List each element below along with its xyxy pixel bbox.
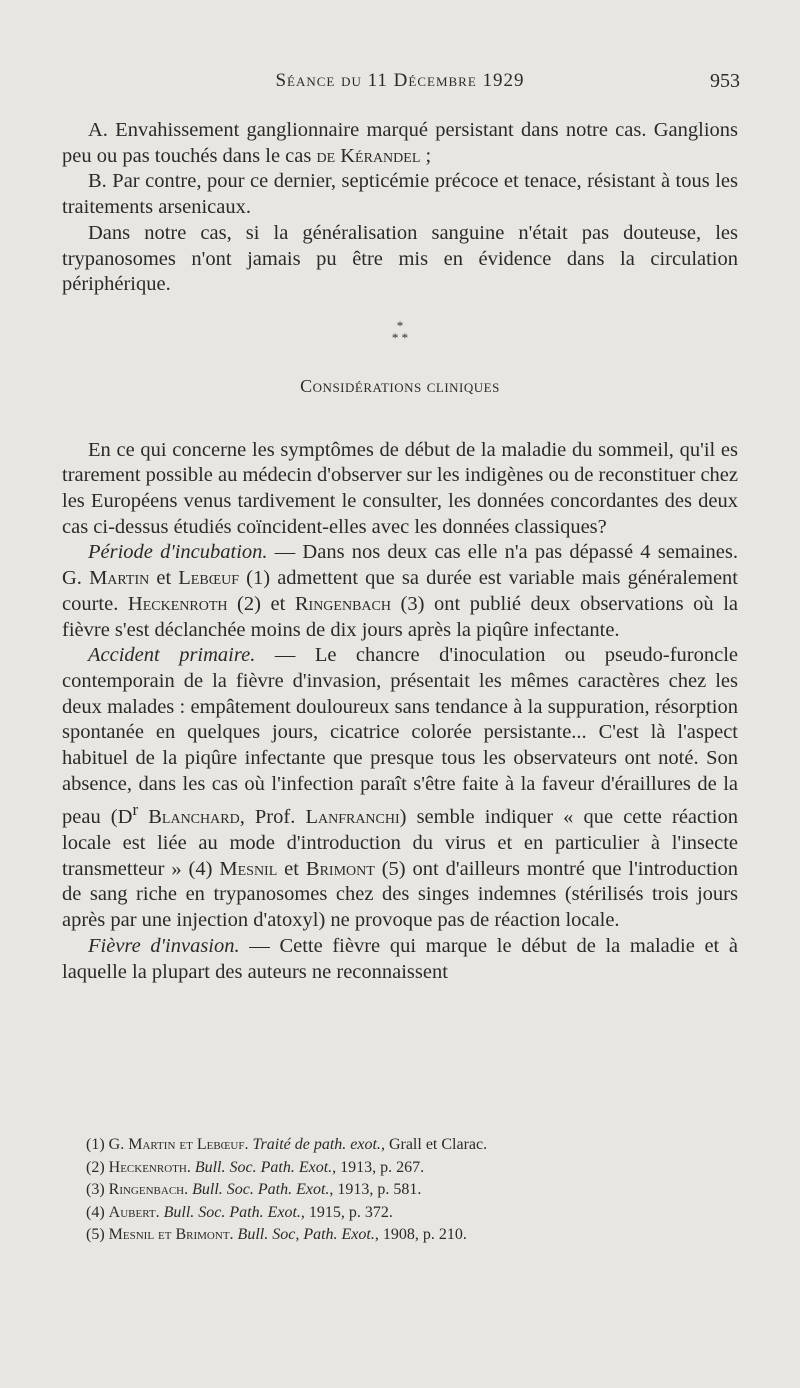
footnote-details: , Grall et Clarac. bbox=[380, 1136, 488, 1153]
footnote-author: Ringenbach. bbox=[108, 1181, 189, 1199]
accident-heading: Accident primaire. bbox=[88, 644, 256, 667]
footnotes bbox=[86, 1134, 746, 1247]
paragraph-incubation bbox=[62, 540, 738, 643]
author-name: Blanchard bbox=[148, 806, 240, 829]
author-name: Lebœuf bbox=[178, 567, 240, 590]
author-name: Heckenroth bbox=[127, 592, 228, 615]
text-span: (1) admettent que sa durée est variable mais généralement courte. bbox=[62, 567, 738, 615]
author-name: de Kérandel bbox=[316, 144, 421, 167]
asterism-bottom: * * bbox=[391, 329, 409, 345]
paragraph-a-end: ; bbox=[420, 144, 432, 167]
footnote-title: Bull. Soc, Path. Exot. bbox=[237, 1226, 375, 1244]
text-span: (5) ont d'ailleurs montré que l'introduction de sang riche en trypanosomes chez des singes indemnes (stérilisés trois jours après par une injection d'atoxyl) ne provoque pas de réaction locale. bbox=[62, 857, 738, 932]
text-span: — Le chancre d'inoculation ou pseudo-furoncle contemporain de la fièvre d'invasion, présentait les mêmes caractères chez les deux malades : empâtement douloureux sans tendance à la suppuration, résorption spontanée en quelques jours, cicatrice colorée persistante... C'est là l'aspect habituel de la piqûre infectante que presque tous les observateurs ont noté. Son absence, dans les cas où l'infection paraît s'être faite à la faveur d'éraillures de la peau (D bbox=[62, 644, 739, 829]
paragraph-a-text: A. Envahissement ganglionnaire marqué persistant dans notre cas. Ganglions peu ou pas touchés dans le cas bbox=[62, 119, 738, 167]
text-span: — Dans nos deux cas elle n'a pas dépassé 4 semaines. G. bbox=[62, 541, 738, 590]
asterism-separator bbox=[62, 317, 738, 345]
footnote-1 bbox=[86, 1134, 746, 1157]
footnote-details: , 1908, p. 210. bbox=[374, 1226, 467, 1244]
footnote-details: , 1913, p. 581. bbox=[329, 1181, 422, 1199]
footnote-title: Bull. Soc. Path. Exot. bbox=[163, 1203, 301, 1221]
author-name: Brimont bbox=[305, 857, 375, 880]
text-span: et bbox=[149, 567, 179, 590]
paragraph-fievre bbox=[62, 934, 738, 985]
footnote-number: (3) bbox=[86, 1181, 105, 1199]
running-head: Séance du 11 Décembre 1929 bbox=[275, 70, 525, 91]
paragraph-b: B. Par contre, pour ce dernier, septicémie précoce et tenace, résistant à tous les traitements arsenicaux. bbox=[62, 170, 738, 219]
paragraph-a bbox=[62, 118, 738, 169]
footnote-title: Bull. Soc. Path. Exot. bbox=[192, 1181, 330, 1199]
footnote-number: (1) bbox=[86, 1136, 105, 1153]
footnote-number: (4) bbox=[86, 1203, 105, 1221]
footnote-2 bbox=[86, 1157, 746, 1180]
footnote-details: , 1913, p. 267. bbox=[332, 1158, 425, 1176]
footnote-author: G. Martin et Lebœuf. bbox=[108, 1136, 249, 1153]
footnote-title: Traité de path. exot. bbox=[252, 1136, 381, 1153]
incubation-heading: Période d'incubation. bbox=[88, 541, 268, 564]
page-number: 953 bbox=[710, 70, 740, 92]
text-span: , Prof. bbox=[239, 806, 306, 829]
footnote-author: Aubert. bbox=[108, 1203, 160, 1221]
author-name: Martin bbox=[89, 567, 150, 590]
footnote-author: Heckenroth. bbox=[108, 1158, 191, 1176]
text-span bbox=[138, 806, 148, 828]
paragraph-accident bbox=[62, 643, 738, 934]
text-span: ) semble indiquer « que cette réaction locale est liée au mode d'introduction du virus et en particulier à l'insecte transmetteur » (4) bbox=[62, 806, 739, 880]
footnote-number: (5) bbox=[86, 1226, 105, 1244]
body-text bbox=[62, 118, 738, 985]
section-title: Considérations cliniques bbox=[300, 375, 500, 396]
author-name: Ringenbach bbox=[294, 592, 391, 615]
text-span: (3) ont publié deux observations où la fièvre s'est déclanchée moins de dix jours après la piqûre infectante. bbox=[62, 592, 738, 641]
author-name: Lanfranchi bbox=[305, 806, 400, 829]
text-span: et bbox=[277, 857, 306, 880]
footnote-number: (2) bbox=[86, 1158, 105, 1176]
text-span: — Cette fièvre qui marque le début de la maladie et à laquelle la plupart des auteurs ne reconnaissent bbox=[62, 934, 738, 983]
footnote-title: Bull. Soc. Path. Exot. bbox=[194, 1158, 333, 1176]
paragraph-intro: En ce qui concerne les symptômes de début de la maladie du sommeil, qu'il es trarement possible au médecin d'observer sur les indigènes ou de reconstituer chez les Européens venus tardivement le consulter, les données concordantes des deux cas ci-dessus étudiés coïncident-elles avec les données classiques? bbox=[62, 438, 738, 538]
author-name: Mesnil bbox=[219, 857, 278, 880]
superscript: r bbox=[132, 800, 139, 820]
fievre-heading: Fièvre d'invasion. bbox=[88, 934, 240, 957]
text-span: (2) et bbox=[227, 592, 295, 615]
asterism-top: * bbox=[396, 317, 404, 333]
footnote-details: , 1915, p. 372. bbox=[300, 1203, 393, 1221]
page-header bbox=[60, 70, 740, 100]
footnote-4 bbox=[86, 1202, 746, 1225]
footnote-5 bbox=[86, 1224, 746, 1247]
footnote-3 bbox=[86, 1179, 746, 1202]
paragraph-generalisation: Dans notre cas, si la généralisation sanguine n'était pas douteuse, les trypanosomes n'ont jamais pu être mis en évidence dans la circulation périphérique. bbox=[62, 221, 738, 296]
footnote-author: Mesnil et Brimont. bbox=[108, 1226, 234, 1244]
